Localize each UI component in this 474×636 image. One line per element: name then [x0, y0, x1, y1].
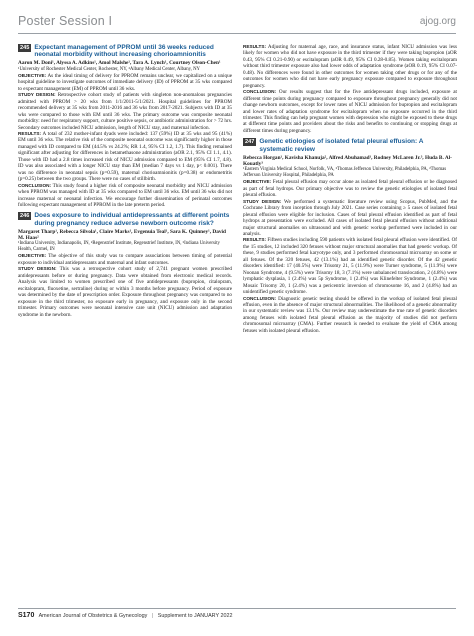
abstract-247 [243, 138, 457, 334]
conclusion-label: CONCLUSION: [243, 295, 277, 301]
objective-section [18, 73, 232, 92]
results-label: RESULTS: [243, 237, 267, 243]
objective-section [18, 253, 232, 266]
abstract-authors: Rebecca Horgan¹, Kavisha Khanuja², Alfred Abuhamad¹, Rodney McLaren Jr.³, Huda B. Al-Kouatly³ [243, 154, 452, 167]
abstract-number: 245 [20, 45, 30, 51]
results-section [243, 237, 457, 295]
objective-section [243, 179, 457, 198]
objective-label: OBJECTIVE: [18, 253, 47, 259]
header-rule [18, 33, 456, 34]
page-header [18, 9, 456, 33]
footer-separator: | [151, 613, 154, 619]
footer-rule [18, 608, 456, 609]
results-text: Fifteen studies including 590 patients with isolated fetal pleural effusion were identified. Of the 15 studies, 12 included 320 fetuses without major structural anomalies that had genetic workup. Of these, 9 studies performed fetal karyotype only, and 3 performed chromosomal microarray on some or all fetuses. Of the 320 fetuses, 42 (13.1%) had an identified genetic disorder. Of the 42 genetic disorders identified: 17 (40.5%) were Trisomy 21, 5 (11.9%) were Turner syndrome, 5 (11.9%) were Noonan Syndrome, 4 (9.5%) were Trisomy 18, 3 (7.1%) were unbalanced translocation, 2 (4.8%) were lymphatic dysplasia, 1 (2.4%) was 5p Syndrome, 1 (2.4%) was Klinefelter Syndrome, 1 (2.4%) was Mosaic Trisomy 20, 1 (2.4%) was a pericentric inversion of chromosome 16, and 2 (4.8%) had an unidentified genetic syndrome. [243, 237, 457, 296]
conclusion-section [243, 296, 457, 335]
objective-label: OBJECTIVE: [243, 179, 272, 185]
abstract-245 [18, 44, 232, 208]
conclusion-section [243, 89, 457, 134]
abstract-title: Expectant management of PPROM until 36 weeks reduced neonatal morbidity without increasing chorioamnionitis [34, 44, 214, 59]
supplement-info: Supplement to JANUARY 2022 [157, 613, 233, 619]
abstract-246 [18, 212, 232, 318]
abstract-title: Does exposure to individual antidepressants at different points during pregnancy reduce adverse newborn outcome risk? [34, 212, 230, 227]
abstract-title-row [18, 44, 232, 59]
results-section [243, 44, 457, 89]
page-number: S170 [18, 612, 35, 619]
right-column [243, 44, 457, 338]
abstract-246-continued [243, 44, 457, 134]
abstract-affiliation: ¹Eastern Virginia Medical School, Norfolk, VA, ²Thomas Jefferson University, Philadelphia, PA, ³Thomas Jefferson University Hospital, Philadelphia, PA [243, 167, 447, 179]
design-section [18, 92, 232, 131]
design-text: We performed a systematic literature review using Scopus, PubMed, and the Cochrane Library from inception through July 2021. Case series containing ≥ 5 cases of isolated fetal pleural effusion were eligible for inclusion. Cases of fetal pleural effusion identified as part of fetal hydrops at presentation were excluded. All cases of isolated fetal pleural effusion without additional major structural anomalies on ultrasound and with genetic workup performed were included in our analysis. [243, 198, 457, 237]
design-text: This was a retrospective cohort study of 2,741 pregnant women prescribed antidepressants before or during pregnancy. Data were obtained from electronic medical records. Analysis was limited to women prescribed one of five antidepressants (bupropion, citalopram, escitalopram, fluoxetine, sertraline) during or within 3 months before pregnancy. Period of exposure was determined by the date of prescription order. Exposure throughout pregnancy was compared to no exposure in the third trimester, no exposure early in pregnancy, and exposure only in the second trimester. Primary outcomes were neonatal intensive care unit (NICU) admission and adaptation syndrome in the newborn. [18, 266, 232, 318]
abstract-title-row [18, 212, 232, 227]
design-section [243, 199, 457, 238]
results-section [18, 131, 232, 183]
design-label: STUDY DESIGN: [18, 92, 56, 98]
objective-text: Fetal pleural effusion may occur alone as isolated fetal pleural effusion or be diagnosed as part of fetal hydrops. Our primary objective was to review the genetic etiologies of isolated fetal pleural effusion. [243, 179, 457, 199]
abstract-affiliation: ¹University of Rochester Medical Center, Rochester, NY, ²Albany Medical Center, Albany, NY [18, 66, 201, 72]
results-text: A total of 232 mother-infant dyads were included: 137 (59%) ID at 35 wks and 95 (41%) EM until 36 wks. The relative risk of the composite neonatal outcome was significantly higher in those managed with ID compared to EM (44.5% vs 24.2%; RR 1.4, 95% CI 1.2, 1.7). This finding remained significant after adjusting for differences in betamethasone administration (aOR 2.1, 95% CI 1.1, 4.1). Those with ID had a 2.8 times increased risk of NICU admission compared to EM (95% CI 1.7, 4.8). ID was also associated with a longer NICU stay than EM (median 7 days vs 1 day, p< 0.001). There was no difference in neonatal sepsis (p=0.59), maternal chorioamnionitis (p=0.38) or endometritis (p=0.25) between the two groups. There were no cases of stillbirth. [18, 130, 232, 183]
session-title: Poster Session I [18, 14, 113, 28]
results-text: Adjusting for maternal age, race, and insurance status, infant NICU admission was less likely for women who did not have exposure in the third trimester if they were taking bupropion (aOR 0.43, 95% CI 0.21-0.90) or escitalopram (aOR 0.49, 95% CI 0.28-0.85). Women taking escitalopram without third trimester exposure also had lower odds of adaptation syndrome (aOR 0.19, 95% CI 0.07-0.48). No differences were found in other outcomes for women taking other drugs or for any of the outcomes for women who did not have early pregnancy exposure compared to exposure throughout pregnancy. [243, 44, 457, 89]
conclusion-label: CONCLUSION: [18, 182, 52, 188]
page-footer [18, 612, 232, 619]
abstract-authors: Aaron M. Doni¹, Alyssa A. Adkins¹, Amol Malshe¹, Tara A. Lynch¹, Courtney Olson-Chen¹ [18, 60, 221, 67]
journal-name: American Journal of Obstetrics & Gynecology [38, 613, 148, 619]
results-label: RESULTS: [18, 130, 42, 136]
abstract-affiliation: ¹Indiana University, Indianapolis, IN, ²Regenstrief Institute, Regenstrief Institute, IN, ³Indiana University Health, Carmel, IN [18, 241, 220, 253]
objective-label: OBJECTIVE: [18, 72, 47, 78]
design-text: Retrospective cohort study of patients with singleton non-anomalous pregnancies admitted with PPROM > 20 wks from 1/1/2011-5/1/2021. Hospital guidelines for PPROM recommended delivery at 35 wks from 2011-2016 and 36 wks from 2017-2021. Subjects with ID at 35 wks were compared to those with EM until 36 wks. The primary outcome was composite neonatal morbidity: need for respiratory support, culture positive sepsis, or antibiotic administration for > 72 hrs. Secondary outcomes included NICU admission, length of NICU stay, and maternal infection. [18, 92, 232, 131]
abstract-title: Genetic etiologies of isolated fetal pleural effusion: A systematic review [259, 138, 424, 153]
abstract-title-row [243, 138, 457, 153]
abstract-authors: Margaret Tharp¹, Rebecca Silvola¹, Claire Marks¹, Evgenuia Teal¹, Sara K. Quinney¹, David M. Haas² [18, 228, 226, 242]
conclusion-text: Diagnostic genetic testing should be offered in the workup of isolated fetal pleural effusion, even in the absence of major structural abnormalities. The likelihood of a genetic abnormality in our systematic review was 13.1%. Our review may underestimate the true rate of genetic disorders among fetuses with isolated fetal pleural effusion as the majority of studies did not perform chromosomal microarray (CMA). Further research is needed to evaluate the yield of CMA among fetuses with isolated pleural effusion. [243, 295, 457, 334]
design-label: STUDY DESIGN: [18, 266, 57, 272]
objective-text: The objective of this study was to compare associations between timing of potential exposure to individual antidepressants and maternal and infant outcomes. [18, 253, 232, 266]
results-label: RESULTS: [243, 44, 267, 49]
conclusion-text: Our results suggest that for the five antidepressant drugs included, exposure at different time points during pregnancy compared to exposure throughout pregnancy generally did not change newborn outcomes, except for lower rates of NICU admission for bupropion and escitalopram and lower rates of adaptation syndrome for escitalopram when no exposure occurred in the third trimester. This finding can help pregnant women with depression who might be exposed to these drugs at different time points and providers about the risks and benefits to continuing or stopping drugs at different times during pregnancy. [243, 89, 457, 134]
abstract-number: 246 [20, 213, 30, 220]
design-label: STUDY DESIGN: [243, 198, 282, 204]
left-column [18, 44, 232, 322]
conclusion-section [18, 183, 232, 209]
design-section [18, 266, 232, 318]
conclusion-label: CONCLUSION: [243, 89, 277, 95]
journal-site[interactable]: ajog.org [419, 15, 456, 27]
conclusion-text: This study found a higher risk of composite neonatal morbidity and NICU admission when PPROM was managed with ID at 35 wks compared to EM until 36 wks. EM until 36 wks did not increase maternal or neonatal infection. We encourage further dissemination of perinatal outcomes following expectant management of PPROM in the late preterm period. [18, 182, 232, 208]
abstract-number: 247 [245, 139, 255, 146]
objective-text: As the ideal timing of delivery for PPROM remains unclear, we capitalized on a unique hospital guideline to investigate outcomes of immediate delivery (ID) of PPROM at 35 wks compared to expectant management (EM) of PPROM until 36 wks. [18, 72, 232, 92]
